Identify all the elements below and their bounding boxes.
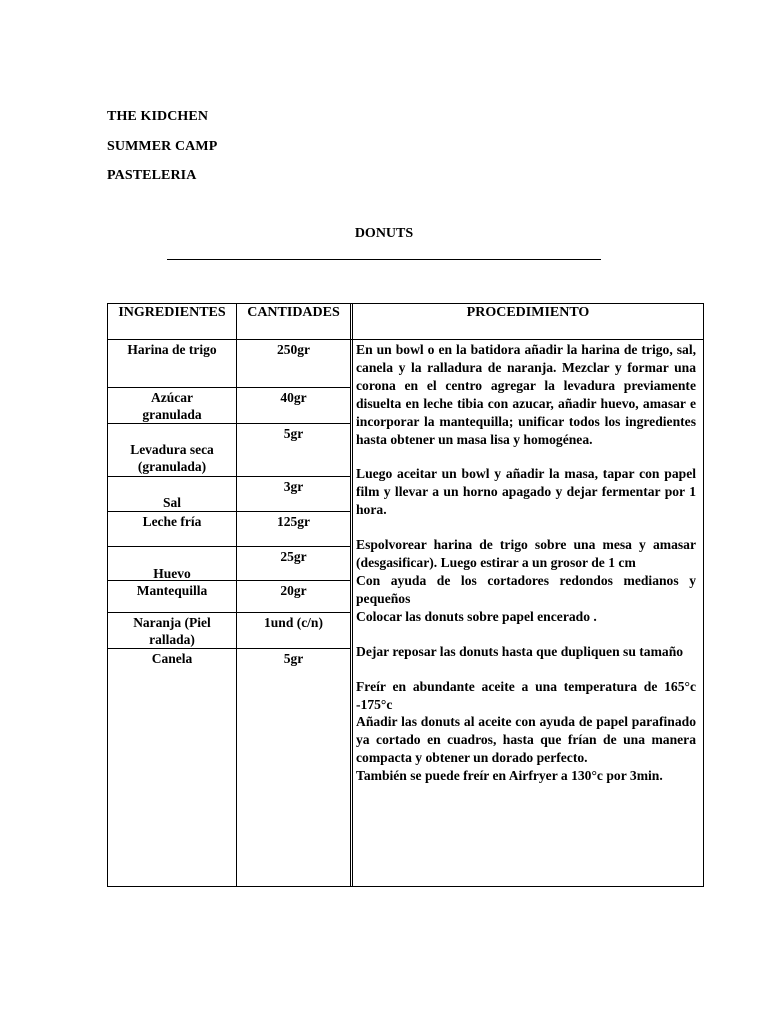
- header-line-pasteleria: PASTELERIA: [107, 168, 197, 183]
- quantity-cell: 1und (c/n): [264, 615, 323, 630]
- header-line-kidchen: THE KIDCHEN: [107, 109, 209, 124]
- procedure-step: Colocar las donuts sobre papel encerado .: [356, 608, 597, 624]
- row-divider: [108, 648, 351, 649]
- procedure-step: Luego aceitar un bowl y añadir la masa, tapar con papel film y llevar a un horno apagado y dejar fermentar por 1 hora.: [356, 466, 696, 518]
- column-divider: [350, 304, 351, 886]
- quantity-cell: 40gr: [280, 390, 307, 405]
- ingredient-cell: Leche fría: [142, 514, 202, 529]
- recipe-title: DONUTS: [354, 226, 414, 241]
- header-ingredientes: INGREDIENTES: [118, 305, 226, 320]
- header-line-summer-camp: SUMMER CAMP: [107, 139, 218, 154]
- row-divider: [108, 423, 351, 424]
- ingredient-cell: Harina de trigo: [127, 342, 217, 357]
- row-divider: [108, 612, 351, 613]
- row-divider: [108, 387, 351, 388]
- recipe-table: [107, 303, 704, 887]
- quantity-cell: 20gr: [280, 583, 307, 598]
- procedure-step: Dejar reposar las donuts hasta que dupliquen su tamaño: [356, 643, 684, 659]
- ingredient-cell: Sal: [162, 495, 181, 510]
- column-divider: [352, 304, 353, 886]
- quantity-cell: 250gr: [277, 342, 310, 357]
- ingredient-cell: Huevo: [153, 566, 191, 581]
- procedure-step: Espolvorear harina de trigo sobre una mesa y amasar (desgasificar). Luego estirar a un grosor de 1 cm: [356, 537, 696, 571]
- ingredient-cell: Azúcar granulada: [142, 390, 202, 422]
- procedure-step: En un bowl o en la batidora añadir la harina de trigo, sal, canela y la ralladura de naranja. Mezclar y formar una corona en el centro agregar la levadura previamente disuelta en leche tibia con azucar, añadir huevo, amasar e incorporar la mantequilla; unificar todos los ingredientes hasta obtener un masa lisa y homogénea.: [356, 342, 696, 447]
- quantity-cell: 5gr: [283, 651, 304, 666]
- quantity-cell: 5gr: [283, 426, 304, 441]
- quantity-cell: 125gr: [277, 514, 310, 529]
- ingredient-cell: Canela: [151, 651, 193, 666]
- ingredient-cell: Mantequilla: [136, 583, 208, 598]
- header-cantidades: CANTIDADES: [247, 305, 340, 320]
- row-divider: [108, 546, 351, 547]
- procedure-step: Añadir las donuts al aceite con ayuda de papel parafinado ya cortado en cuadros, hasta que frían de una manera compacta y obtener un dorado perfecto.: [356, 714, 696, 766]
- procedure-step: Freír en abundante aceite a una temperatura de 165°c -175°c: [356, 678, 696, 712]
- header-procedimiento: PROCEDIMIENTO: [466, 305, 590, 320]
- procedure-text: [356, 341, 696, 785]
- header-row-divider: [108, 339, 703, 340]
- procedure-step: Con ayuda de los cortadores redondos medianos y pequeños: [356, 572, 696, 606]
- procedure-step: También se puede freír en Airfryer a 130°c por 3min.: [356, 768, 663, 784]
- ingredient-cell: Naranja (Piel rallada): [133, 615, 211, 647]
- quantity-cell: 25gr: [280, 549, 307, 564]
- quantity-cell: 3gr: [283, 479, 304, 494]
- row-divider: [108, 476, 351, 477]
- row-divider: [108, 511, 351, 512]
- title-underline: [167, 259, 601, 260]
- ingredient-cell: Levadura seca (granulada): [130, 442, 214, 474]
